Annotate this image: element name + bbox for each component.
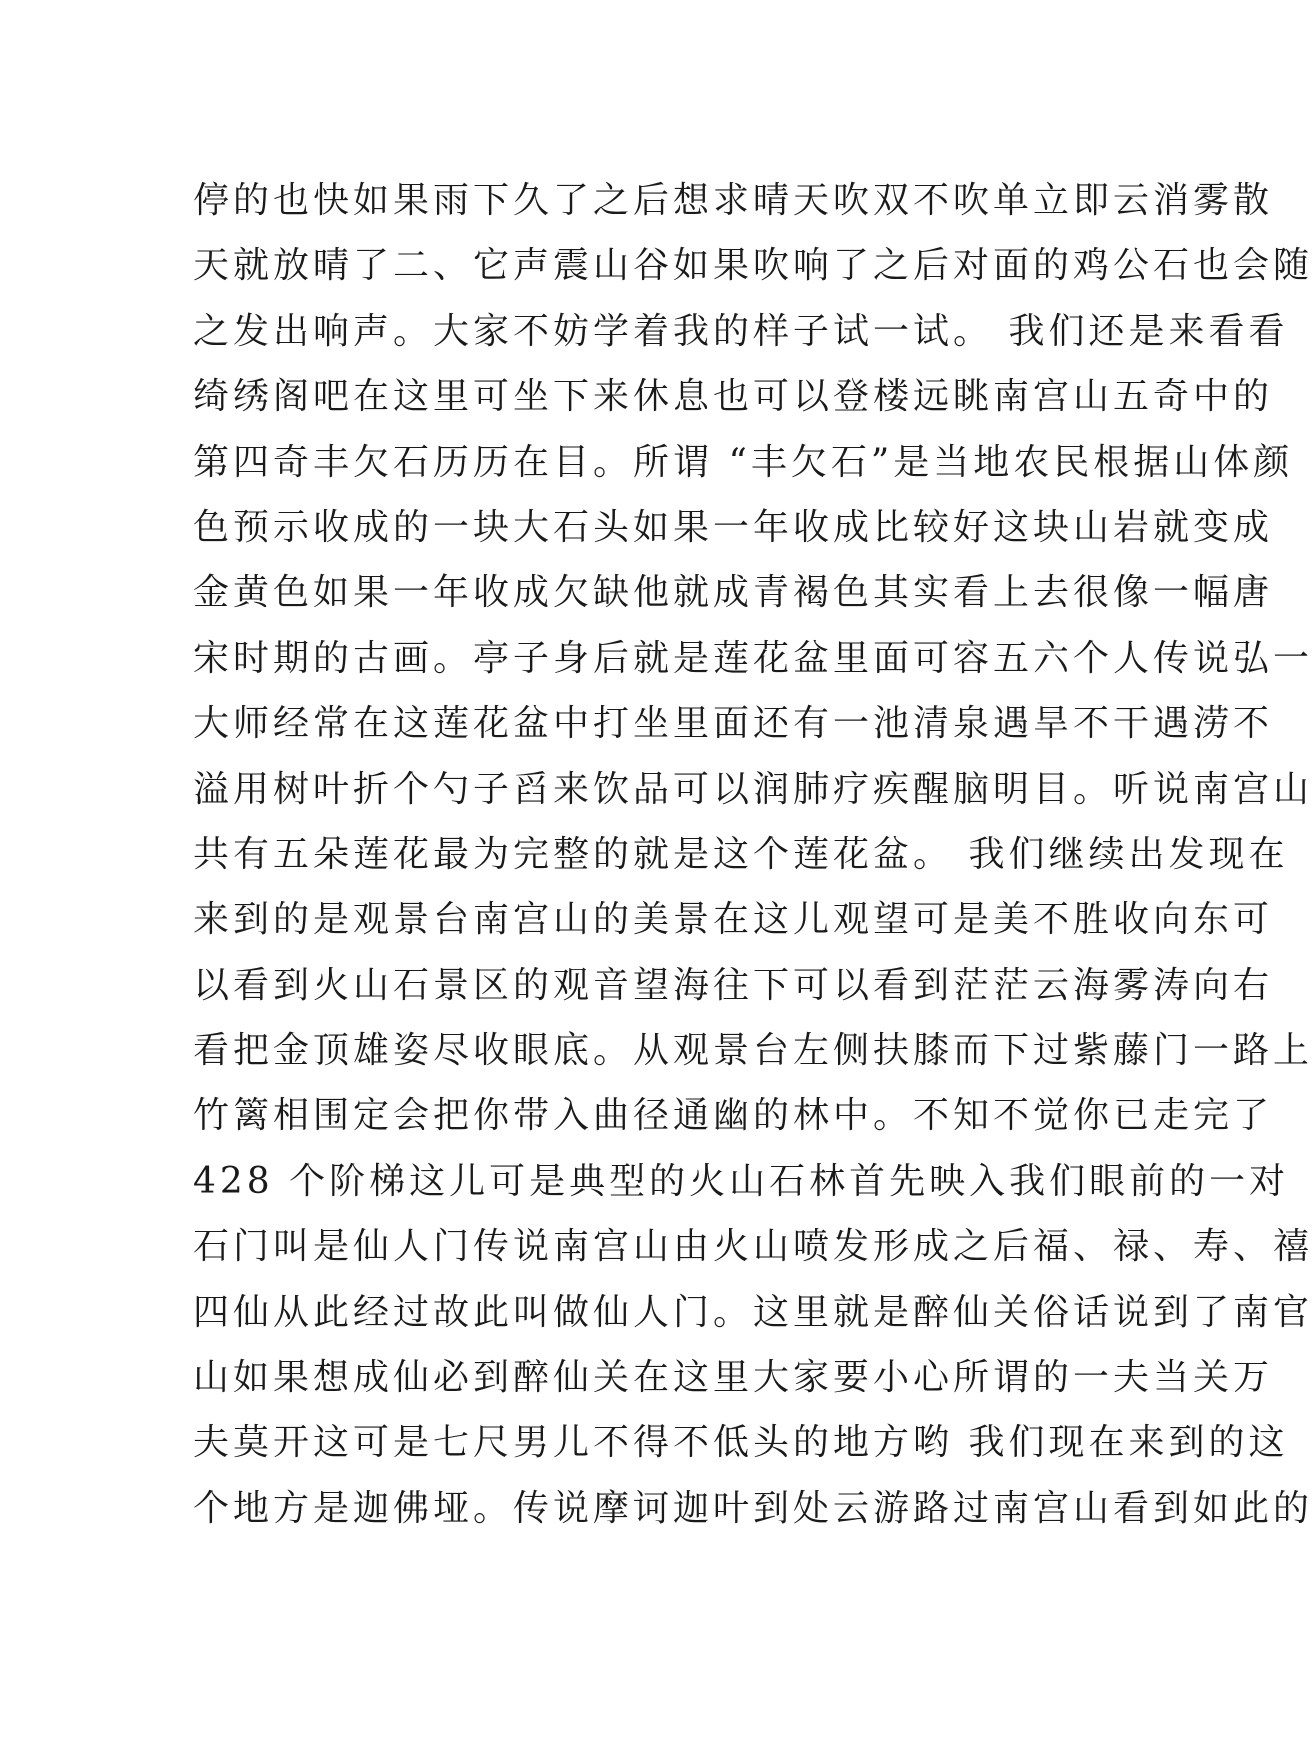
text-line: 以看到火山石景区的观音望海往下可以看到茫茫云海雾涛向右 [193, 964, 1274, 1006]
text-line: 看把金顶雄姿尽收眼底。从观景台左侧扶膝而下过紫藤门一路上 [193, 1030, 1313, 1072]
body-text [193, 168, 1313, 1541]
text-line: 第四奇丰欠石历历在目。所谓 “丰欠石”是当地农民根据山体颜 [193, 441, 1294, 483]
text-line: 428 个阶梯这儿可是典型的火山石林首先映入我们眼前的一对 [193, 1160, 1290, 1202]
text-line: 四仙从此经过故此叫做仙人门。这里就是醉仙关俗话说到了南官 [193, 1291, 1313, 1333]
text-line: 共有五朵莲花最为完整的就是这个莲花盆。 我们继续出发现在 [193, 833, 1289, 875]
text-line: 天就放晴了二、它声震山谷如果吹响了之后对面的鸡公石也会随 [193, 245, 1313, 287]
text-line: 山如果想成仙必到醉仙关在这里大家要小心所谓的一夫当关万 [193, 1357, 1274, 1399]
text-line: 来到的是观景台南宫山的美景在这儿观望可是美不胜收向东可 [193, 899, 1274, 941]
text-line: 宋时期的古画。亭子身后就是莲花盆里面可容五六个人传说弘一 [193, 637, 1313, 679]
text-line: 绮绣阁吧在这里可坐下来休息也可以登楼远眺南宫山五奇中的 [193, 376, 1274, 418]
text-line: 色预示收成的一块大石头如果一年收成比较好这块山岩就变成 [193, 506, 1274, 548]
text-line: 溢用树叶折个勺子舀来饮品可以润肺疗疾醒脑明目。听说南宫山 [193, 768, 1313, 810]
text-line: 个地方是迦佛垭。传说摩诃迦叶到处云游路过南宫山看到如此的 [193, 1487, 1313, 1529]
text-line: 夫莫开这可是七尺男儿不得不低头的地方哟 我们现在来到的这 [193, 1422, 1289, 1464]
text-line: 金黄色如果一年收成欠缺他就成青褐色其实看上去很像一幅唐 [193, 572, 1274, 614]
text-line: 之发出响声。大家不妨学着我的样子试一试。 我们还是来看看 [193, 310, 1289, 352]
text-line: 大师经常在这莲花盆中打坐里面还有一池清泉遇旱不干遇涝不 [193, 703, 1274, 745]
text-line: 竹篱相围定会把你带入曲径通幽的林中。不知不觉你已走完了 [193, 1095, 1274, 1137]
text-line: 石门叫是仙人门传说南宫山由火山喷发形成之后福、禄、寿、禧 [193, 1226, 1313, 1268]
text-line: 停的也快如果雨下久了之后想求晴天吹双不吹单立即云消雾散 [193, 180, 1274, 221]
